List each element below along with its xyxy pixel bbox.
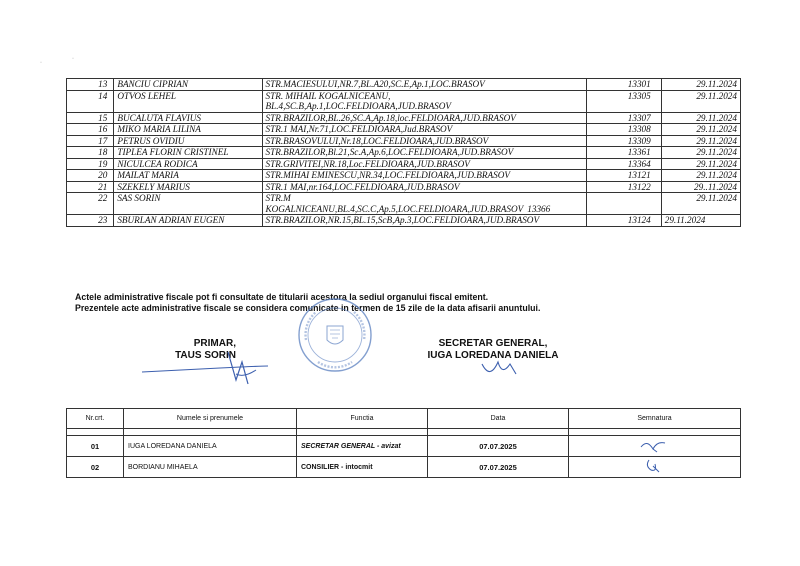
row-number: 18 (67, 147, 114, 159)
taxpayer-address (262, 147, 586, 159)
approval-date: 07.07.2025 (428, 457, 569, 478)
approval-date: 07.07.2025 (428, 436, 569, 457)
secretary-handwritten-signature-icon (478, 356, 522, 382)
approval-row (67, 457, 741, 478)
table-row (67, 170, 741, 182)
table-row (67, 90, 741, 112)
act-date: 29..11.2024 (661, 181, 740, 193)
approval-name: IUGA LOREDANA DANIELA (124, 436, 297, 457)
mayor-title: PRIMAR, (193, 338, 236, 349)
row-number: 15 (67, 112, 114, 124)
act-date: 29.11.2024 (661, 193, 740, 215)
table-row (67, 135, 741, 147)
approval-row (67, 436, 741, 457)
taxpayer-name: TIPLEA FLORIN CRISTINEL (114, 147, 262, 159)
header-nr: Nr.crt. (67, 409, 124, 429)
secretary-title: SECRETAR GENERAL, (438, 338, 548, 349)
act-date: 29.11.2024 (661, 124, 740, 136)
address-line: STR.MACIESULUI,NR.7,BL.A20,SC.E,Ap.1,LOC.BRASOV (265, 79, 485, 89)
row-number: 16 (67, 124, 114, 136)
approval-nr: 01 (67, 436, 124, 457)
scan-mark: · (40, 60, 42, 66)
notices-table (66, 78, 741, 227)
approval-table (66, 408, 741, 478)
act-date: 29.11.2024 (661, 135, 740, 147)
act-number: 13301 (586, 79, 661, 91)
act-date: 29.11.2024 (661, 158, 740, 170)
table-row (67, 193, 741, 215)
approval-signature (569, 457, 741, 478)
act-number: 13361 (586, 147, 661, 159)
act-number (586, 193, 661, 215)
address-line: BL.4,SC.B,Ap.1,LOC.FELDIOARA,JUD.BRASOV (265, 101, 452, 111)
address-line: STR.BRASOVULUI,Nr.18,LOC.FELDIOARA,JUD.BRASOV (265, 135, 489, 146)
approval-name: BORDIANU MIHAELA (124, 457, 297, 478)
address-line: STR.BRAZILOR,Bl.21,Sc.A,Ap.6,LOC.FELDIOARA,JUD.BRASOV (265, 147, 514, 157)
taxpayer-address (262, 158, 586, 170)
note-line-2: Prezentele acte administrative fiscale se considera comunicate in termen de 15 zile de la data afisarii anuntului. (75, 303, 541, 313)
taxpayer-name: MAILAT MARIA (114, 170, 262, 182)
act-date: 29.11.2024 (661, 170, 740, 182)
scan-mark: · (72, 56, 74, 62)
address-line: STR.GRIVITEI,NR.18,Loc.FELDIOARA,JUD.BRASOV (265, 158, 470, 169)
table-row (67, 79, 741, 91)
address-line: STR.MIHAI EMINESCU,NR.34,LOC.FELDIOARA,JUD.BRASOV (265, 170, 510, 180)
approval-function: CONSILIER - intocmit (297, 457, 428, 478)
taxpayer-name: NICULCEA RODICA (114, 158, 262, 170)
taxpayer-name: PETRUS OVIDIU (114, 135, 262, 147)
row-number: 22 (67, 193, 114, 215)
address-line: STR.1 MAI,Nr.71,LOC.FELDIOARA,Jud.BRASOV (265, 124, 453, 134)
taxpayer-name: MIKO MARIA LILINA (114, 124, 262, 136)
row-number: 20 (67, 170, 114, 182)
act-date: 29.11.2024 (661, 90, 740, 112)
taxpayer-address (262, 215, 586, 227)
official-stamp-icon (296, 296, 374, 374)
row-number: 13 (67, 79, 114, 91)
table-row (67, 124, 741, 136)
taxpayer-address (262, 90, 586, 112)
address-line: KOGALNICEANU,BL.4,SC.C,Ap.5,LOC.FELDIOARA,JUD.BRASOV (265, 203, 524, 214)
act-number: 13121 (586, 170, 661, 182)
taxpayer-name: SBURLAN ADRIAN EUGEN (114, 215, 262, 227)
row-number: 23 (67, 215, 114, 227)
act-number: 13309 (586, 135, 661, 147)
address-line: STR.BRAZILOR,NR.15,BL.15,ScB,Ap.3,LOC.FELDIOARA,JUD.BRASOV (265, 215, 540, 225)
handwritten-signature-icon (635, 437, 675, 453)
act-number: 13305 (586, 90, 661, 112)
taxpayer-address (262, 135, 586, 147)
act-number: 13122 (586, 181, 661, 193)
table-spacer (67, 429, 741, 436)
address-line: STR. MIHAIL KOGALNICEANU, (265, 90, 391, 101)
table-row (67, 181, 741, 193)
approval-function: SECRETAR GENERAL - avizat (297, 436, 428, 457)
table-row (67, 158, 741, 170)
act-date: 29.11.2024 (661, 215, 740, 227)
act-date: 29.11.2024 (661, 147, 740, 159)
taxpayer-name: SAS SORIN (114, 193, 262, 215)
act-date: 29.11.2024 (661, 79, 740, 91)
act-number: 13307 (586, 112, 661, 124)
taxpayer-address (262, 193, 586, 215)
approval-nr: 02 (67, 457, 124, 478)
approval-header-row (67, 409, 741, 429)
taxpayer-address (262, 112, 586, 124)
header-date: Data (428, 409, 569, 429)
act-number: 13364 (586, 158, 661, 170)
row-number: 14 (67, 90, 114, 112)
mayor-name: TAUS SORIN (175, 350, 236, 361)
address-line: STR.1 MAI,nr.164,LOC.FELDIOARA,JUD.BRASOV (265, 181, 460, 192)
taxpayer-name: BANCIU CIPRIAN (114, 79, 262, 91)
table-row (67, 147, 741, 159)
address-line-wrap (266, 204, 583, 215)
row-number: 19 (67, 158, 114, 170)
act-number: 13308 (586, 124, 661, 136)
table-row (67, 215, 741, 227)
taxpayer-name: SZEKELY MARIUS (114, 181, 262, 193)
approval-signature (569, 436, 741, 457)
taxpayer-name: OTVOS LEHEL (114, 90, 262, 112)
taxpayer-address (262, 79, 586, 91)
header-function: Functia (297, 409, 428, 429)
handwritten-signature-icon (635, 458, 675, 474)
address-line: STR.BRAZILOR,BL.26,SC.A,Ap.18,loc.FELDIOARA,JUD.BRASOV (265, 112, 516, 123)
note-line-1: Actele administrative fiscale pot fi consultate de titularii acestora la sediul organului fiscal emitent. (75, 292, 489, 302)
address-line: STR.M (265, 193, 291, 203)
act-date: 29.11.2024 (661, 112, 740, 124)
taxpayer-address (262, 124, 586, 136)
table-row (67, 112, 741, 124)
row-number: 21 (67, 181, 114, 193)
act-number: 13124 (586, 215, 661, 227)
header-signature: Semnatura (569, 409, 741, 429)
taxpayer-address (262, 181, 586, 193)
mayor-handwritten-signature-icon (140, 348, 270, 390)
header-name: Numele si prenumele (124, 409, 297, 429)
row-number: 17 (67, 135, 114, 147)
taxpayer-address (262, 170, 586, 182)
act-number-misaligned: 13366 (527, 203, 551, 214)
secretary-name: IUGA LOREDANA DANIELA (427, 350, 559, 361)
taxpayer-name: BUCALUTA FLAVIUS (114, 112, 262, 124)
